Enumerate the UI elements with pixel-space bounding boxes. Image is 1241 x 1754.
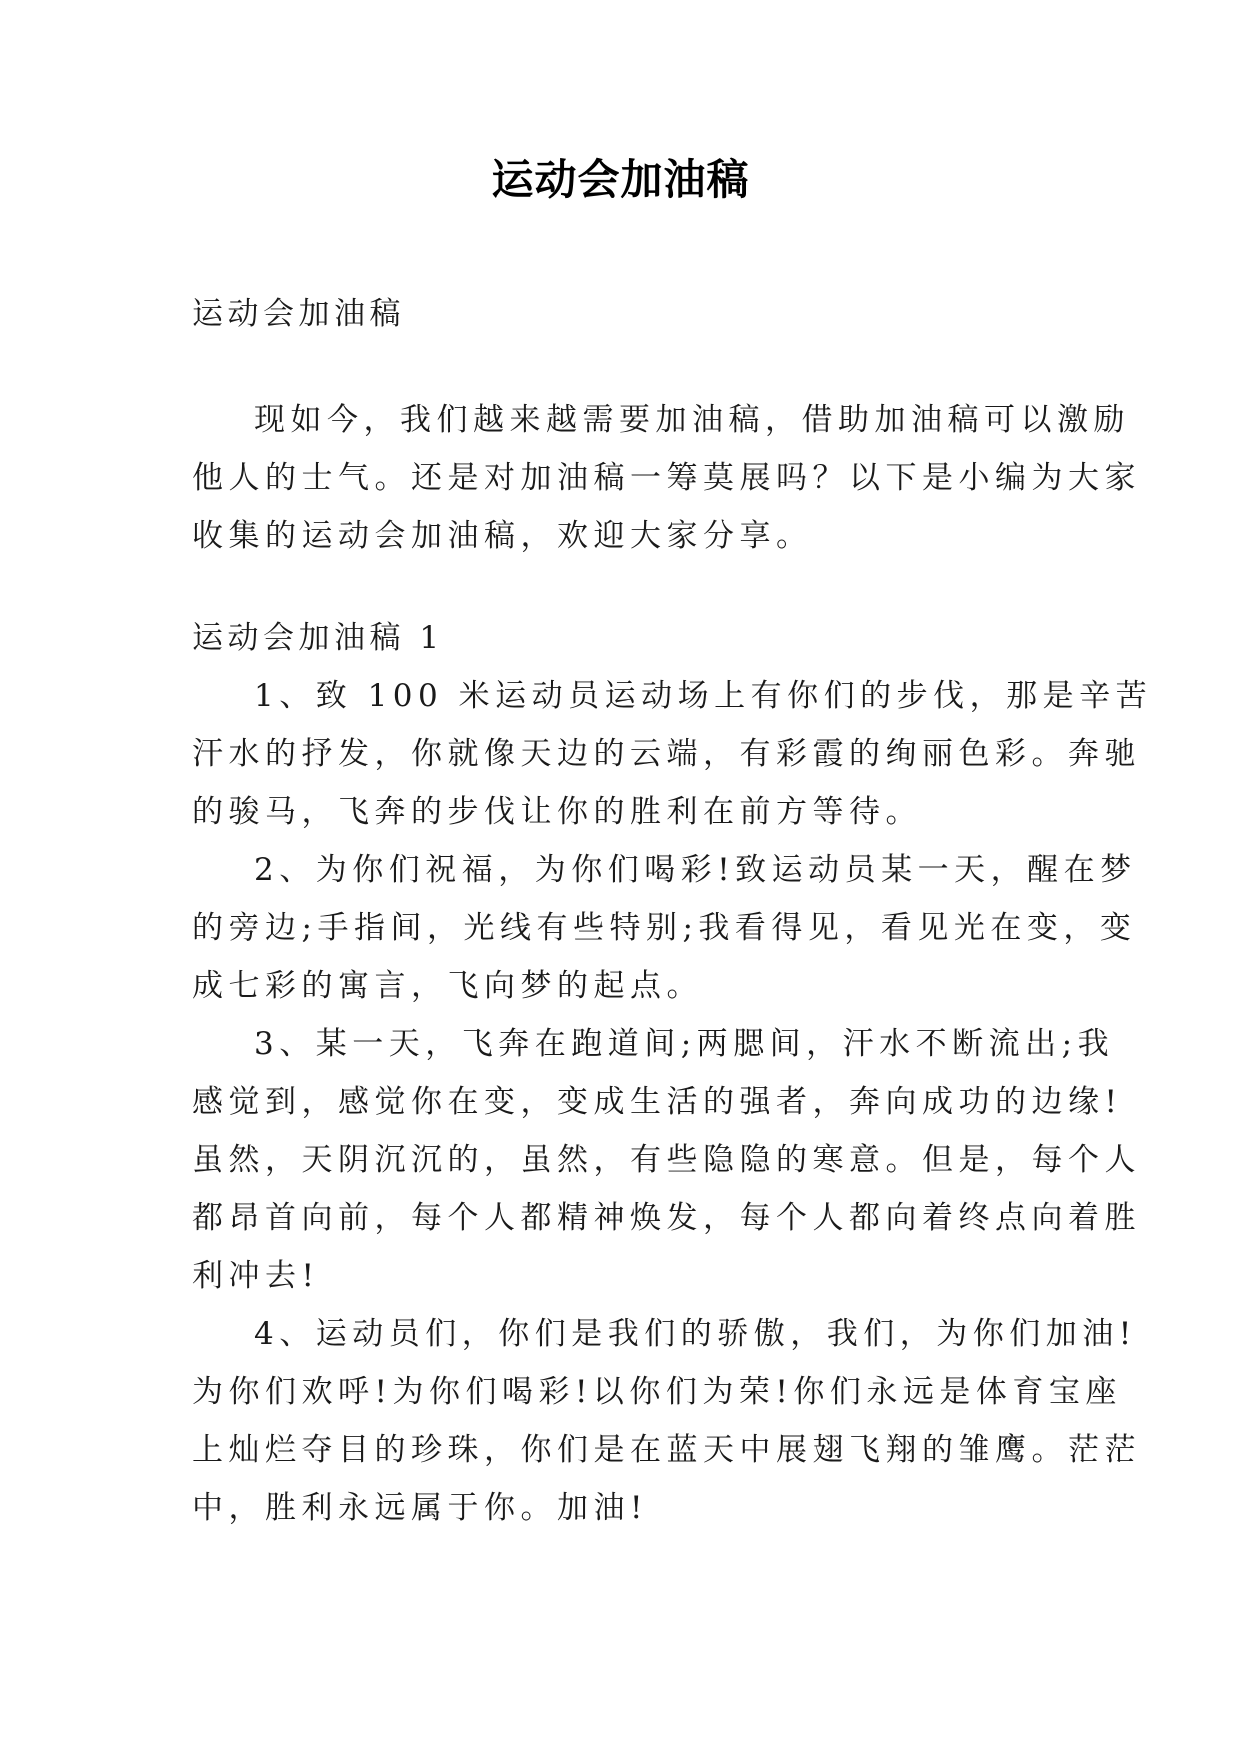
paragraph-line: 的骏马，飞奔的步伐让你的胜利在前方等待。 (192, 794, 922, 830)
cheer-paragraph-3 (192, 1015, 1141, 1305)
intro-line: 现如今，我们越来越需要加油稿，借助加油稿可以激励 (254, 402, 1130, 438)
paragraph-line: 4、运动员们，你们是我们的骄傲，我们，为你们加油! (254, 1316, 1137, 1352)
paragraph-line: 中，胜利永远属于你。加油! (192, 1490, 648, 1526)
paragraph-line: 1、致 100 米运动员运动场上有你们的步伐，那是辛苦 (254, 678, 1153, 714)
paragraph-line: 感觉到，感觉你在变，变成生活的强者，奔向成功的边缘! (192, 1084, 1123, 1120)
document-body (192, 285, 1153, 1537)
cheer-paragraph-1 (192, 667, 1153, 841)
paragraph-line: 上灿烂夺目的珍珠，你们是在蓝天中展翅飞翔的雏鹰。茫茫 (192, 1432, 1141, 1468)
paragraph-line: 3、某一天，飞奔在跑道间;两腮间，汗水不断流出;我 (254, 1026, 1115, 1062)
paragraph-line: 都昂首向前，每个人都精神焕发，每个人都向着终点向着胜 (192, 1200, 1141, 1236)
document-title: 运动会加油稿 (491, 155, 750, 204)
paragraph-line: 虽然，天阴沉沉的，虽然，有些隐隐的寒意。但是，每个人 (192, 1142, 1141, 1178)
intro-line: 收集的运动会加油稿，欢迎大家分享。 (192, 518, 813, 554)
paragraph-line: 的旁边;手指间，光线有些特别;我看得见，看见光在变，变 (192, 910, 1137, 946)
paragraph-line: 利冲去! (192, 1258, 320, 1294)
paragraph-line: 汗水的抒发，你就像天边的云端，有彩霞的绚丽色彩。奔驰 (192, 736, 1141, 772)
section-heading: 运动会加油稿 1 (192, 620, 444, 656)
cheer-paragraph-2 (192, 841, 1137, 1015)
paragraph-line: 成七彩的寓言，飞向梦的起点。 (192, 968, 703, 1004)
cheer-paragraph-4 (192, 1305, 1141, 1537)
intro-paragraph (192, 391, 1141, 565)
document-subtitle: 运动会加油稿 (192, 296, 405, 332)
intro-line: 他人的士气。还是对加油稿一筹莫展吗？以下是小编为大家 (192, 460, 1141, 496)
paragraph-line: 2、为你们祝福，为你们喝彩!致运动员某一天，醒在梦 (254, 852, 1137, 888)
paragraph-line: 为你们欢呼!为你们喝彩!以你们为荣!你们永远是体育宝座 (192, 1374, 1122, 1410)
